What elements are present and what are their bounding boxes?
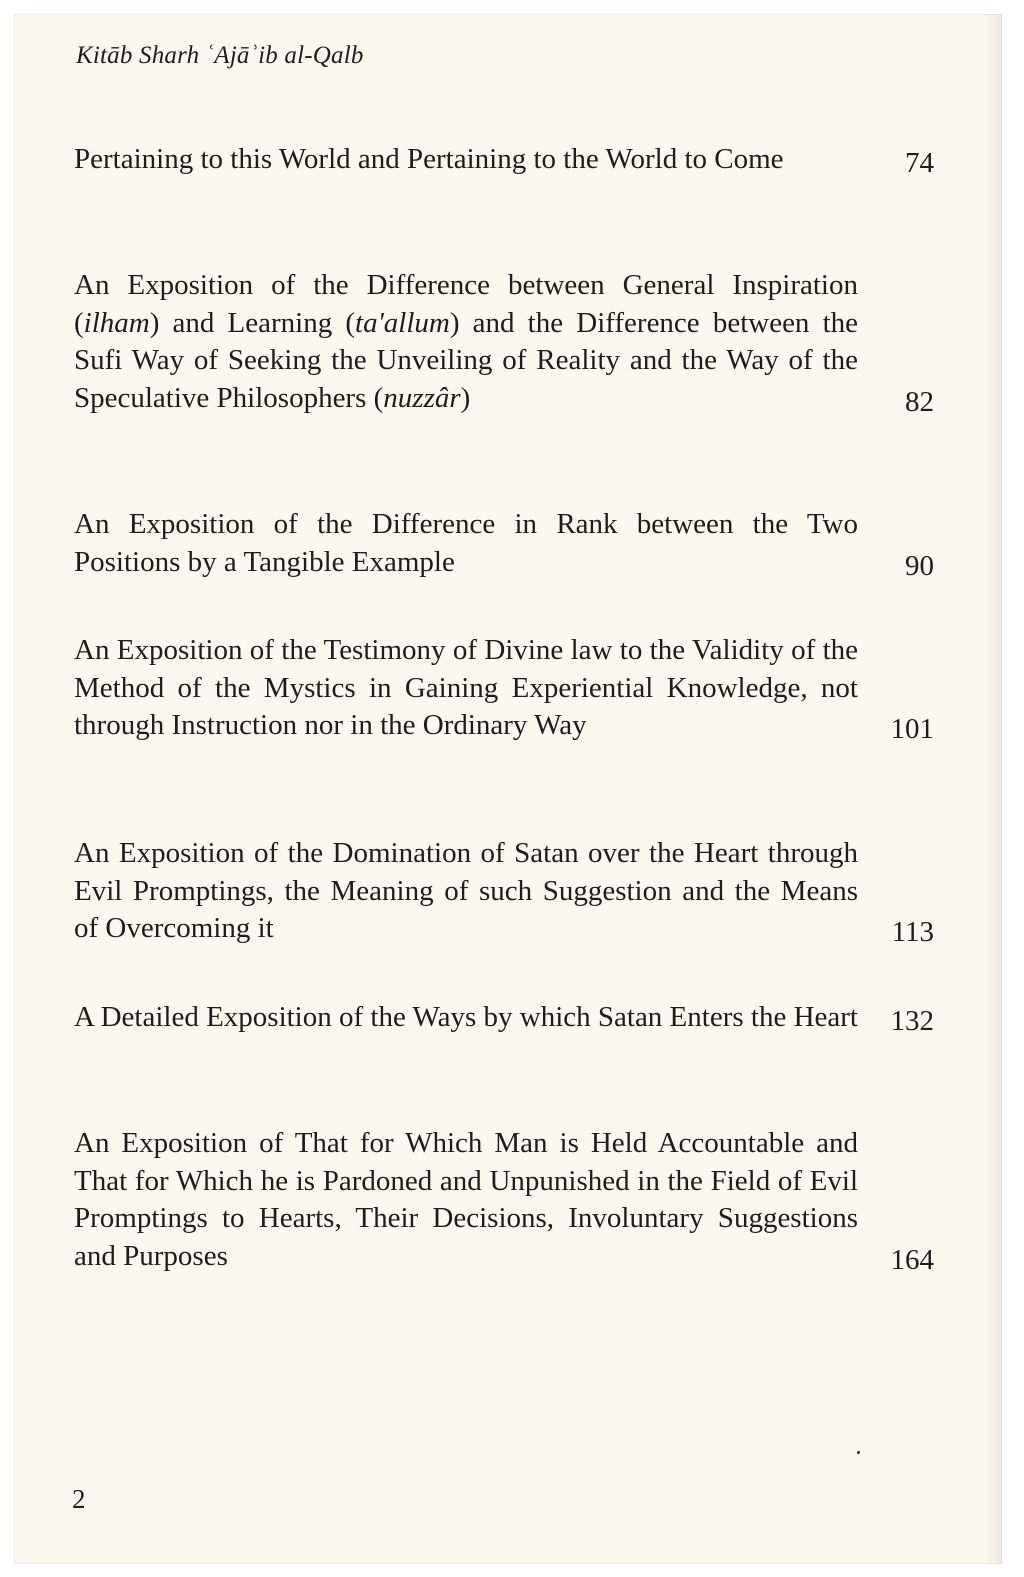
title-part: ) and the Difference between the Sufi Way of Seeking the Unveiling of Reality and the Way of the Speculative Philosophers (	[74, 306, 859, 414]
toc-entry-title: An Exposition of That for Which Man is Held Accountable and That for Which he is Pardoned and Unpunished in the Field of Evil Promptings to Hearts, Their Decisions, Involuntary Suggestions and Purposes	[74, 1127, 858, 1272]
toc-entry-title: A Detailed Exposition of the Ways by which Satan Enters the Heart	[74, 1001, 858, 1033]
toc-entry-page-number: 74	[905, 147, 934, 179]
toc-entry-page-number: 164	[890, 1243, 934, 1276]
book-page	[14, 14, 1002, 1564]
italic-term: ta'allum	[355, 306, 450, 339]
toc-entry-title	[74, 267, 858, 417]
page-folio-number: 2	[72, 1484, 86, 1514]
toc-entry-title: An Exposition of the Domination of Satan over the Heart through Evil Promptings, the Meaning of such Suggestion and the Means of Overcoming it	[74, 837, 858, 944]
toc-entry-title: An Exposition of the Difference in Rank between the Two Positions by a Tangible Example	[74, 508, 858, 578]
toc-entry-page-number: 101	[890, 713, 934, 745]
toc-entry	[74, 999, 934, 1037]
ink-speck	[857, 1451, 860, 1454]
title-part: )	[460, 381, 471, 414]
title-part: ) and Learning (	[149, 306, 356, 339]
page-edge-shading	[984, 14, 1002, 1564]
toc-entry-page-number: 82	[905, 385, 934, 418]
toc-entry	[74, 835, 934, 948]
toc-entry-title: An Exposition of the Testimony of Divine law to the Validity of the Method of the Mystics in Gaining Experiential Knowledge, not through Instruction nor in the Ordinary Way	[74, 634, 858, 741]
toc-entry	[74, 1125, 934, 1275]
italic-term: ilham	[83, 306, 150, 339]
toc-entry	[74, 267, 934, 417]
toc-entry-page-number: 113	[891, 916, 934, 948]
running-head: Kitāb Sharh ʿAjāʾib al-Qalb	[76, 42, 364, 69]
toc-entry-page-number: 90	[905, 549, 934, 582]
toc-entry-page-number: 132	[890, 1005, 934, 1037]
title-part: An Exposition of the Difference between General Inspiration (	[74, 269, 858, 339]
italic-term: nuzzâr	[383, 381, 461, 414]
toc-entry	[74, 632, 934, 745]
toc-entry-title: Pertaining to this World and Pertaining to the World to Come	[74, 143, 784, 175]
toc-entry	[74, 141, 934, 179]
toc-entry	[74, 506, 934, 581]
